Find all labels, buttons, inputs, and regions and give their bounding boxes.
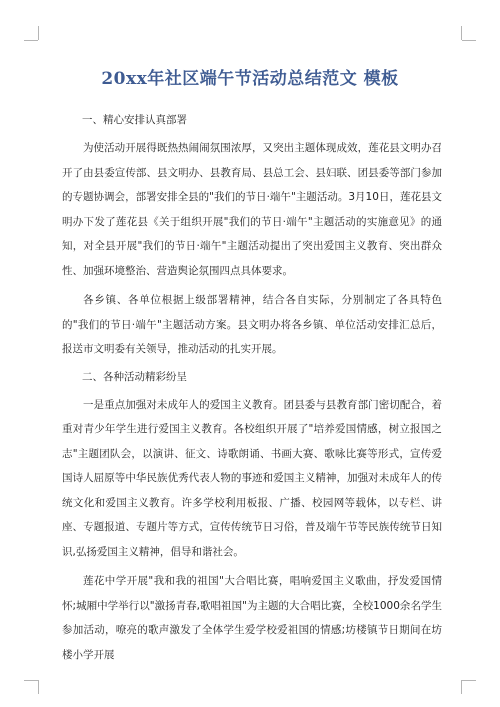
section-1-paragraph-2: 各乡镇、各单位根据上级部署精神，结合各自实际，分别制定了各具特色的"我们的节日·端午"主题活动方案。县文明办将各乡镇、单位活动安排汇总后，报送市文明委有关领导，推动活动的扎实开展。	[62, 294, 442, 355]
crop-mark-bottom-left-h	[24, 680, 38, 681]
section-heading-1: 一、精心安排认真部署	[82, 114, 187, 126]
crop-mark-top-right-v	[461, 26, 462, 40]
crop-mark-top-right-h	[462, 40, 476, 41]
crop-mark-bottom-right-v	[461, 680, 462, 694]
section-2-paragraph-1: 一是重点加强对未成年人的爱国主义教育。团县委与县教育部门密切配合，着重对青少年学生进行爱国主义教育。各校组织开展了"培养爱国情感，树立报国之志"主题团队会，以演讲、征文、诗歌朗诵、书画大赛、歌咏比赛等形式，宣传爱国诗人屈原等中华民族优秀代表人物的事迹和爱国主义精神，加强对未成年人的传统文化和爱国主义教育。许多学校利用板报、广播、校园网等载体，以专栏、讲座、专题报道、专题片等方式，宣传传统节日习俗，普及端午节等民族传统节日知识,弘扬爱国主义精神，倡导和谐社会。	[62, 398, 442, 558]
section-2-paragraph-2: 莲花中学开展"我和我的祖国"大合唱比赛，唱响爱国主义歌曲，抒发爱国情怀;城厢中学举行以"激扬青春,歌唱祖国"为主题的大合唱比赛，全校1000余名学生参加活动，嘹亮的歌声激发了全体学生爱学校爱祖国的情感;坊楼镇节日期间在坊楼小学开展	[62, 575, 442, 661]
crop-mark-top-left-v	[38, 26, 39, 40]
section-heading-2: 二、各种活动精彩纷呈	[82, 370, 187, 383]
crop-mark-bottom-right-h	[462, 680, 476, 681]
crop-mark-top-left-h	[24, 40, 38, 41]
document-body	[62, 110, 442, 672]
section-1-paragraph-1: 为使活动开展得既热热闹闹氛围浓厚，又突出主题体现成效，莲花县文明办召开了由县委宣传部、县文明办、县教育局、县总工会、县妇联、团县委等部门参加的专题协调会，部署安排全县的"我们的节日·端午"主题活动。3月10日，莲花县文明办下发了莲花县《关于组织开展"我们的节日·端午"主题活动的实施意见》的通知，对全县开展"我们的节日·端午"主题活动提出了突出爱国主义教育、突出群众性、加强环境整治、营造舆论氛围四点具体要求。	[62, 142, 442, 277]
document-title: 20xx年社区端午节活动总结范文 模板	[101, 69, 399, 89]
crop-mark-bottom-left-v	[38, 680, 39, 694]
